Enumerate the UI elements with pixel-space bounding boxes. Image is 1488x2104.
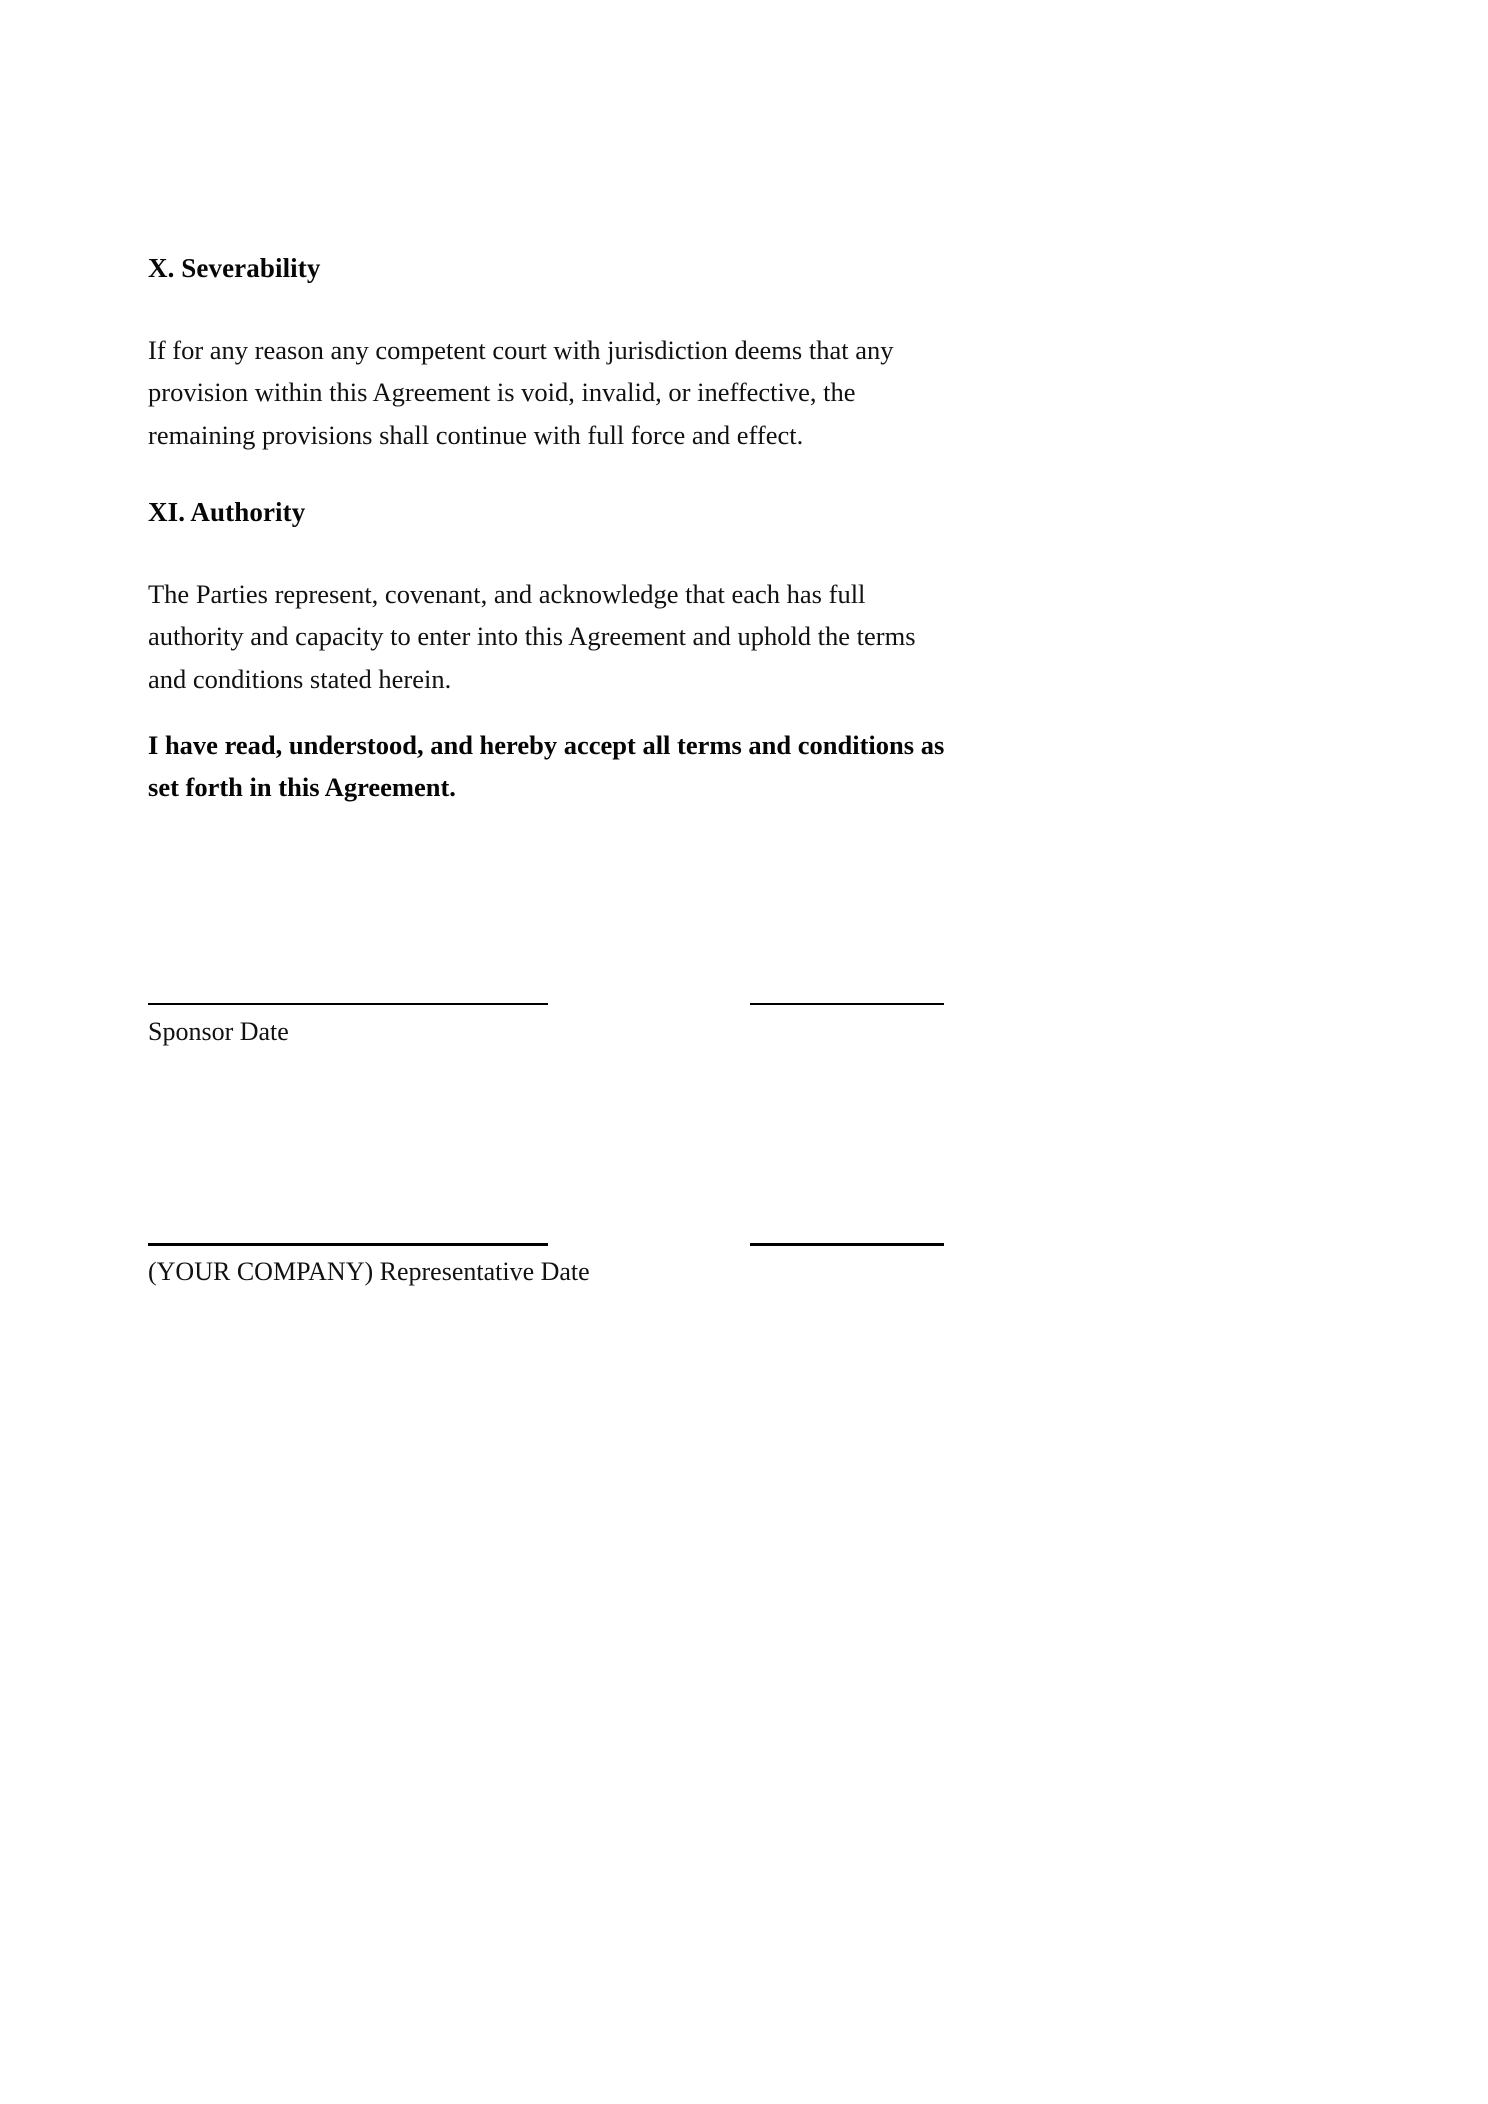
signature-label-sponsor: Sponsor Date: [148, 1017, 289, 1046]
acceptance-statement-wrap: [148, 724, 948, 809]
section-heading-severability: X. Severability: [148, 253, 321, 283]
section-paragraph-severability: If for any reason any competent court with jurisdiction deems that any provision within this Agreement is void, invalid, or ineffective, the remaining provisions shall continue with full force and effect.: [148, 335, 894, 450]
section-severability-heading-wrap: [148, 252, 320, 286]
signature-label-company-representative: (YOUR COMPANY) Representative Date: [148, 1257, 590, 1286]
signature-rules-company: [148, 1225, 1008, 1249]
section-heading-authority: XI. Authority: [148, 497, 306, 527]
acceptance-statement: I have read, understood, and hereby accept all terms and conditions as set forth in this Agreement.: [148, 730, 945, 803]
section-severability-body-wrap: [148, 329, 948, 456]
section-authority-body-wrap: [148, 573, 948, 700]
signature-block-sponsor: [148, 985, 1008, 1049]
signature-rules-sponsor: [148, 985, 1008, 1009]
signature-line-company-representative[interactable]: [148, 1243, 548, 1246]
signature-line-sponsor[interactable]: [148, 1003, 548, 1005]
signature-block-company-representative: [148, 1225, 1008, 1289]
date-line-sponsor[interactable]: [750, 1003, 944, 1005]
date-line-company-representative[interactable]: [750, 1243, 944, 1246]
section-paragraph-authority: The Parties represent, covenant, and acknowledge that each has full authority and capacity to enter into this Agreement and uphold the terms and conditions stated herein.: [148, 579, 916, 694]
section-authority-heading-wrap: [148, 496, 305, 530]
